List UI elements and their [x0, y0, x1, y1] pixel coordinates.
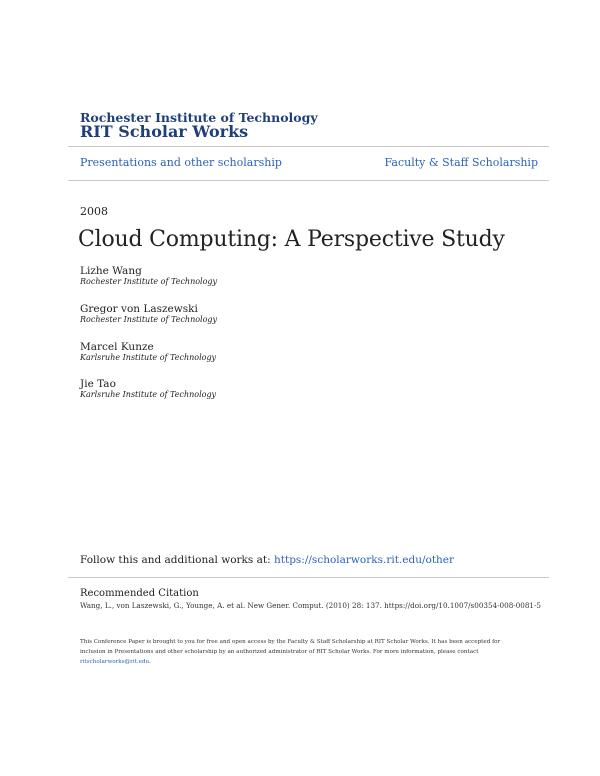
author-name: Gregor von Laszewski — [80, 303, 198, 315]
header-divider-top — [68, 146, 549, 147]
author-name: Lizhe Wang — [80, 265, 142, 277]
citation-heading: Recommended Citation — [80, 588, 199, 599]
author-affiliation: Rochester Institute of Technology — [80, 315, 218, 324]
author-affiliation: Karlsruhe Institute of Technology — [80, 353, 217, 362]
notice-line-1: This Conference Paper is brought to you for free and open access by the Faculty & Staff Scholarship at RIT Scholar Works. It has been accepted for — [80, 639, 501, 645]
author-affiliation: Rochester Institute of Technology — [80, 277, 218, 286]
access-notice — [80, 637, 520, 667]
nav-link-faculty-staff[interactable]: Faculty & Staff Scholarship — [384, 156, 538, 169]
notice-line-2: inclusion in Presentations and other scholarship by an authorized administrator of RIT Scholar Works. For more information, please contact — [80, 649, 479, 655]
author-affiliation: Karlsruhe Institute of Technology — [80, 390, 217, 399]
nav-link-presentations[interactable]: Presentations and other scholarship — [80, 156, 282, 169]
notice-line-3 — [80, 657, 520, 667]
contact-email-link[interactable]: ritscholarworks@rit.edu — [80, 659, 150, 665]
follow-link[interactable]: https://scholarworks.rit.edu/other — [274, 554, 455, 566]
author-block-3 — [80, 341, 216, 362]
notice-suffix: . — [149, 659, 151, 665]
author-block-4 — [80, 378, 216, 399]
citation-text: Wang, L., von Laszewski, G., Younge, A. et al. New Gener. Comput. (2010) 28: 137. https://doi.org/10.1007/s00354-008-0081-5 — [80, 601, 541, 610]
author-name: Jie Tao — [80, 378, 116, 390]
header-divider-bottom — [68, 180, 549, 181]
publication-year: 2008 — [80, 205, 108, 218]
author-block-1 — [80, 265, 217, 286]
institution-name: Rochester Institute of Technology — [80, 110, 318, 125]
citation-divider — [68, 577, 549, 578]
author-name: Marcel Kunze — [80, 341, 154, 353]
paper-title: Cloud Computing: A Perspective Study — [78, 227, 505, 252]
follow-prefix: Follow this and additional works at: — [80, 554, 274, 566]
collection-name[interactable]: RIT Scholar Works — [80, 122, 249, 141]
follow-line — [80, 554, 454, 566]
author-block-2 — [80, 303, 217, 324]
